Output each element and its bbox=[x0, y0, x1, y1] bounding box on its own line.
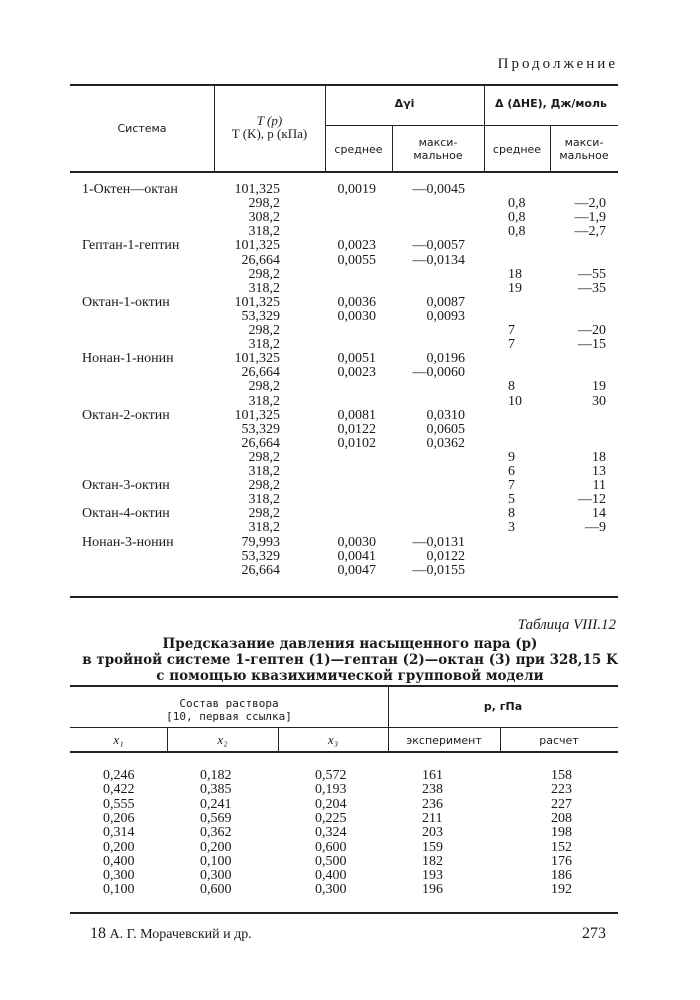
cell-calculation: 208 bbox=[551, 810, 572, 826]
cell-tp: 318,2 bbox=[248, 520, 280, 536]
cell-dh-avg: 3 bbox=[508, 520, 515, 536]
cell-tp: 318,2 bbox=[248, 280, 280, 296]
footer-author: А. Г. Морачевский и др. bbox=[109, 927, 252, 942]
footer-left bbox=[90, 925, 252, 943]
cell-dh-max: 30 bbox=[592, 393, 606, 409]
cell-tp: 26,664 bbox=[241, 365, 280, 381]
cell-system: Нонан-3-нонин bbox=[82, 534, 174, 550]
cell-x1: 0,400 bbox=[103, 853, 135, 869]
table-1-bottom-rule bbox=[70, 596, 618, 598]
cell-dg-avg: 0,0047 bbox=[337, 562, 376, 578]
cell-system: Нонан-1-нонин bbox=[82, 351, 174, 367]
cell-dg-max: 0,0310 bbox=[426, 407, 465, 423]
cell-dg-max: —0,0134 bbox=[412, 252, 465, 268]
cell-dg-max: —0,0131 bbox=[412, 534, 465, 550]
header-dh-max-1: макси- bbox=[564, 136, 604, 149]
cell-x1: 0,422 bbox=[103, 782, 135, 798]
cell-calculation: 186 bbox=[551, 868, 572, 884]
cell-system: Октан-2-октин bbox=[82, 407, 170, 423]
cell-x2: 0,600 bbox=[200, 882, 232, 898]
table-2-header-rule bbox=[70, 751, 618, 753]
cell-tp: 53,329 bbox=[241, 421, 280, 437]
table-1-header-rule bbox=[70, 171, 618, 173]
cell-dg-avg: 0,0030 bbox=[337, 534, 376, 550]
cell-system: Октан-4-октин bbox=[82, 506, 170, 522]
cell-x2: 0,241 bbox=[200, 796, 232, 812]
cell-dg-avg: 0,0036 bbox=[337, 294, 376, 310]
cell-dh-max: 13 bbox=[592, 464, 606, 479]
header-calculation: расчет bbox=[539, 734, 579, 747]
header-experiment: эксперимент bbox=[406, 734, 482, 747]
cell-experiment: 238 bbox=[422, 782, 443, 798]
cell-dh-avg: 8 bbox=[508, 506, 515, 522]
cell-dh-avg: 9 bbox=[508, 449, 515, 465]
cell-dg-max: —0,0057 bbox=[412, 238, 465, 254]
cell-dh-avg: 7 bbox=[508, 323, 515, 338]
cell-x3: 0,572 bbox=[315, 768, 347, 783]
cell-dg-avg: 0,0030 bbox=[337, 308, 376, 324]
table-2-title-line3: с помощью квазихимической групповой модели bbox=[156, 668, 544, 684]
cell-system: Гептан-1-гептин bbox=[82, 238, 180, 254]
cell-tp: 298,2 bbox=[248, 196, 280, 212]
cell-calculation: 158 bbox=[551, 768, 572, 783]
header-tp-line2: T (K), p (кПа) bbox=[231, 126, 308, 141]
cell-x3: 0,400 bbox=[315, 868, 347, 884]
table-2-top-rule bbox=[70, 685, 618, 687]
cell-x1: 0,100 bbox=[103, 882, 135, 898]
cell-x1: 0,555 bbox=[103, 796, 135, 812]
cell-dh-avg: 0,8 bbox=[508, 196, 526, 212]
cell-calculation: 176 bbox=[551, 853, 572, 869]
continuation-label: Продолжение bbox=[497, 56, 618, 72]
cell-x1: 0,314 bbox=[103, 825, 135, 841]
cell-dh-avg: 8 bbox=[508, 379, 515, 395]
cell-dh-max: —1,9 bbox=[574, 210, 606, 226]
cell-dh-max: —9 bbox=[585, 520, 606, 536]
cell-dg-avg: 0,0019 bbox=[337, 182, 376, 197]
cell-dg-avg: 0,0051 bbox=[337, 351, 376, 367]
header-composition-1: Состав раствора bbox=[179, 697, 279, 710]
cell-dg-max: 0,0196 bbox=[426, 351, 465, 367]
header-composition-2: [10, первая ссылка] bbox=[166, 710, 292, 723]
header-delta-he: Δ (ΔHE), Дж/моль bbox=[495, 97, 607, 110]
cell-dg-max: 0,0087 bbox=[426, 294, 465, 310]
cell-tp: 318,2 bbox=[248, 492, 280, 508]
cell-dg-avg: 0,0023 bbox=[337, 238, 376, 254]
cell-dg-max: —0,0045 bbox=[412, 182, 465, 197]
cell-experiment: 196 bbox=[422, 882, 443, 898]
cell-dh-max: 11 bbox=[592, 478, 606, 494]
cell-system: Октан-1-октин bbox=[82, 294, 170, 310]
cell-tp: 298,2 bbox=[248, 323, 280, 338]
cell-tp: 101,325 bbox=[234, 351, 280, 367]
cell-x1: 0,206 bbox=[103, 810, 135, 826]
cell-dg-max: 0,0605 bbox=[426, 421, 465, 437]
cell-calculation: 223 bbox=[551, 782, 572, 798]
cell-dh-avg: 0,8 bbox=[508, 210, 526, 226]
cell-dg-avg: 0,0055 bbox=[337, 252, 376, 268]
cell-dg-max: 0,0122 bbox=[426, 548, 465, 564]
cell-tp: 101,325 bbox=[234, 238, 280, 254]
cell-dh-avg: 7 bbox=[508, 337, 515, 353]
cell-tp: 101,325 bbox=[234, 182, 280, 197]
header-pressure: p, гПа bbox=[483, 700, 523, 713]
cell-x2: 0,569 bbox=[200, 810, 232, 826]
cell-experiment: 182 bbox=[422, 853, 443, 869]
cell-dh-max: —2,7 bbox=[574, 224, 606, 240]
cell-dh-max: —15 bbox=[578, 337, 606, 353]
cell-dh-avg: 0,8 bbox=[508, 224, 526, 240]
cell-experiment: 161 bbox=[422, 768, 443, 783]
table-1-subheader-rule bbox=[325, 125, 618, 126]
header-tp-line1: T (p) bbox=[256, 113, 283, 128]
cell-dh-avg: 6 bbox=[508, 464, 515, 479]
cell-x2: 0,385 bbox=[200, 782, 232, 798]
cell-dg-avg: 0,0041 bbox=[337, 548, 376, 564]
cell-dg-max: —0,0060 bbox=[412, 365, 465, 381]
table-2-bottom-rule bbox=[70, 912, 618, 914]
cell-tp: 26,664 bbox=[241, 562, 280, 578]
cell-tp: 298,2 bbox=[248, 266, 280, 282]
cell-dh-avg: 10 bbox=[508, 393, 522, 409]
cell-calculation: 152 bbox=[551, 839, 572, 855]
cell-dh-max: 18 bbox=[592, 449, 606, 465]
cell-tp: 318,2 bbox=[248, 464, 280, 479]
header-dg-max-2: мальное bbox=[413, 149, 463, 162]
cell-experiment: 203 bbox=[422, 825, 443, 841]
cell-x2: 0,200 bbox=[200, 839, 232, 855]
cell-calculation: 198 bbox=[551, 825, 572, 841]
cell-calculation: 227 bbox=[551, 796, 572, 812]
cell-dh-max: —20 bbox=[578, 323, 606, 338]
cell-calculation: 192 bbox=[551, 882, 572, 898]
signature-number: 18 bbox=[90, 925, 106, 942]
cell-dh-max: 19 bbox=[592, 379, 606, 395]
cell-tp: 318,2 bbox=[248, 224, 280, 240]
cell-dg-max: 0,0093 bbox=[426, 308, 465, 324]
cell-x3: 0,204 bbox=[315, 796, 347, 812]
cell-dg-avg: 0,0023 bbox=[337, 365, 376, 381]
cell-tp: 53,329 bbox=[241, 548, 280, 564]
cell-tp: 26,664 bbox=[241, 435, 280, 451]
cell-tp: 26,664 bbox=[241, 252, 280, 268]
cell-x3: 0,324 bbox=[315, 825, 347, 841]
page-number: 273 bbox=[582, 925, 606, 942]
cell-dh-max: —2,0 bbox=[574, 196, 606, 212]
cell-dg-avg: 0,0122 bbox=[337, 421, 376, 437]
cell-dg-avg: 0,0102 bbox=[337, 435, 376, 451]
cell-dh-avg: 18 bbox=[508, 266, 522, 282]
cell-dh-avg: 19 bbox=[508, 280, 522, 296]
cell-dh-max: —55 bbox=[578, 266, 606, 282]
header-dg-avg: среднее bbox=[334, 143, 383, 156]
cell-x3: 0,193 bbox=[315, 782, 347, 798]
cell-tp: 79,993 bbox=[241, 534, 280, 550]
cell-tp: 298,2 bbox=[248, 478, 280, 494]
table-2-title-line1: Предсказание давления насыщенного пара (p) bbox=[162, 636, 538, 652]
cell-tp: 298,2 bbox=[248, 379, 280, 395]
cell-dh-max: 14 bbox=[592, 506, 606, 522]
header-system: Система bbox=[117, 122, 167, 135]
cell-x3: 0,300 bbox=[315, 882, 347, 898]
header-dh-max-2: мальное bbox=[559, 149, 609, 162]
cell-experiment: 211 bbox=[422, 810, 443, 826]
cell-experiment: 159 bbox=[422, 839, 443, 855]
cell-x1: 0,300 bbox=[103, 868, 135, 884]
header-x3: x₃ bbox=[327, 732, 339, 747]
header-dh-avg: среднее bbox=[492, 143, 542, 156]
header-dg-max-1: макси- bbox=[418, 136, 458, 149]
cell-tp: 101,325 bbox=[234, 294, 280, 310]
cell-x3: 0,600 bbox=[315, 839, 347, 855]
table-2-subheader-rule bbox=[70, 727, 618, 728]
cell-x2: 0,182 bbox=[200, 768, 232, 783]
cell-x2: 0,300 bbox=[200, 868, 232, 884]
cell-x2: 0,362 bbox=[200, 825, 232, 841]
cell-tp: 53,329 bbox=[241, 308, 280, 324]
cell-tp: 101,325 bbox=[234, 407, 280, 423]
cell-dh-max: —12 bbox=[578, 492, 606, 508]
table-2-title-line2: в тройной системе 1-гептен (1)—гептан (2)—октан (3) при 328,15 K bbox=[82, 652, 618, 668]
header-x2: x₂ bbox=[217, 732, 228, 747]
cell-tp: 308,2 bbox=[248, 210, 280, 226]
cell-x1: 0,200 bbox=[103, 839, 135, 855]
cell-tp: 298,2 bbox=[248, 506, 280, 522]
cell-tp: 298,2 bbox=[248, 449, 280, 465]
table-1-top-rule bbox=[70, 84, 618, 86]
header-delta-gamma: Δγi bbox=[394, 97, 415, 110]
cell-tp: 318,2 bbox=[248, 393, 280, 409]
table-2-number: Таблица VIII.12 bbox=[517, 617, 616, 633]
cell-x1: 0,246 bbox=[103, 768, 135, 783]
cell-dg-max: —0,0155 bbox=[412, 562, 465, 578]
cell-dg-avg: 0,0081 bbox=[337, 407, 376, 423]
header-x1: x₁ bbox=[113, 732, 124, 747]
cell-experiment: 193 bbox=[422, 868, 443, 884]
cell-experiment: 236 bbox=[422, 796, 443, 812]
cell-dh-avg: 5 bbox=[508, 492, 515, 508]
cell-dh-avg: 7 bbox=[508, 478, 515, 494]
cell-system: 1-Октен—октан bbox=[82, 182, 178, 197]
cell-x2: 0,100 bbox=[200, 853, 232, 869]
cell-dg-max: 0,0362 bbox=[426, 435, 465, 451]
cell-system: Октан-3-октин bbox=[82, 478, 170, 494]
cell-x3: 0,225 bbox=[315, 810, 347, 826]
cell-dh-max: —35 bbox=[578, 280, 606, 296]
cell-x3: 0,500 bbox=[315, 853, 347, 869]
cell-tp: 318,2 bbox=[248, 337, 280, 353]
